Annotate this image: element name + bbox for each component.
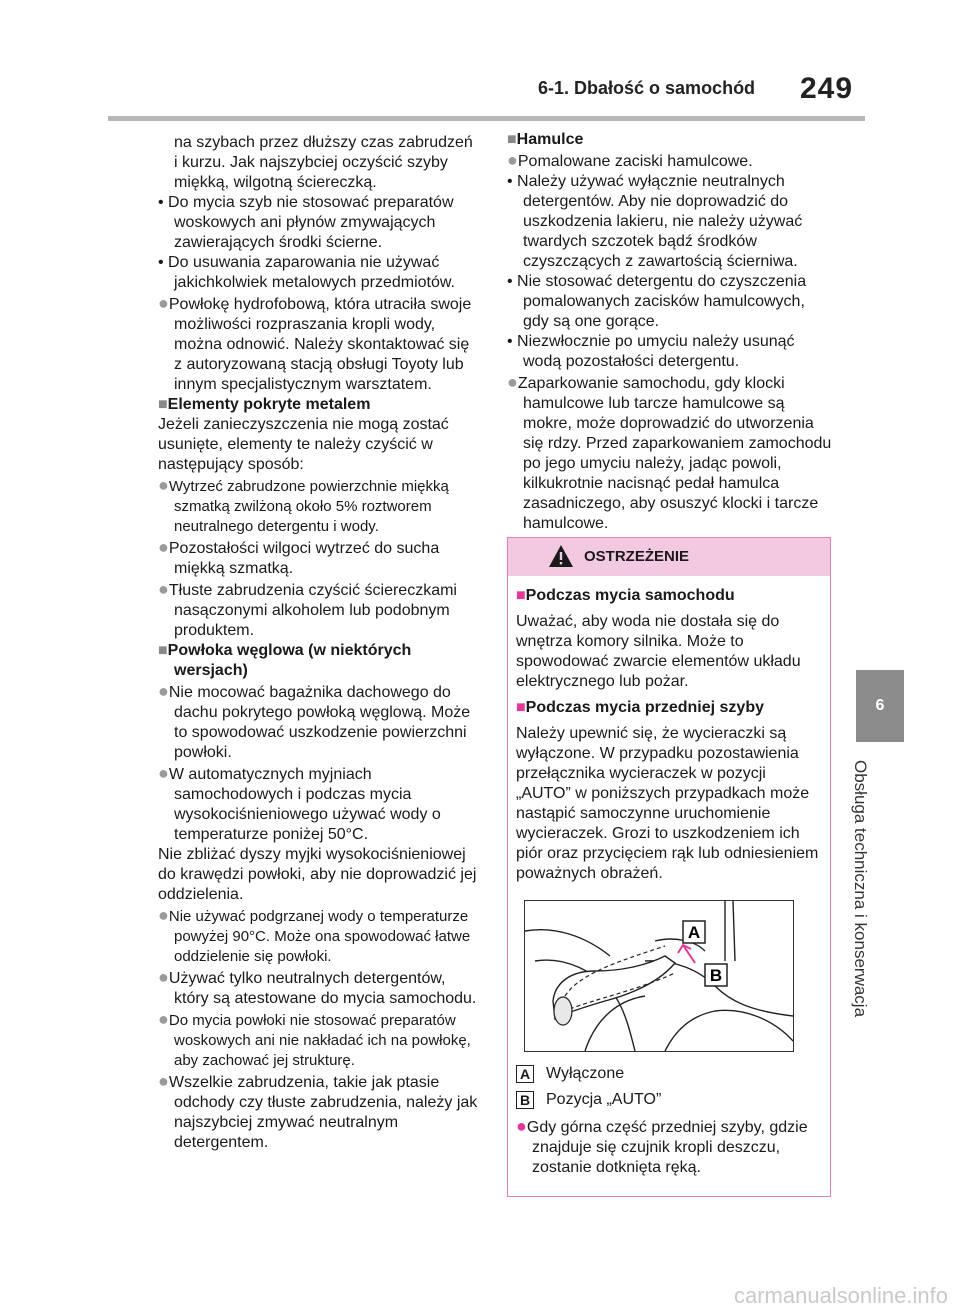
- subheading: ■Powłoka węglowa (w niektórych wersjach): [158, 642, 412, 679]
- right-column: [507, 130, 833, 534]
- bullet-dot-icon: ●: [507, 150, 518, 170]
- list-item: ●Zaparkowanie samochodu, gdy klocki hamulcowe lub tarcze hamulcowe są mokre, może doprowadzić do utworzenia się rdzy. Przed zaparkowaniem zamochodu po jego umyciu należy, jadąc powoli, kilkukrotnie nacisnąć pedał hamulca zasadniczego, aby osuszyć klocki i tarcze hamulcowe.: [507, 372, 832, 532]
- bullet-dot-icon: ●: [158, 763, 169, 783]
- bullet-dot-icon: ●: [507, 372, 518, 392]
- bullet-dot-icon: ●: [158, 1009, 169, 1029]
- list-item: • Należy używać wyłącznie neutralnych detergentów. Aby nie doprowadzić do uszkodzenia lakieru, nie należy używać twardych szczotek bądź środków czyszczących z zawartością ścierniwa.: [507, 173, 803, 270]
- page-number: 249: [800, 72, 854, 105]
- warning-subheading: ■Podczas mycia samochodu: [516, 587, 735, 604]
- subheading: ■Elementy pokryte metalem: [158, 396, 371, 413]
- paragraph: Nie zbliżać dyszy myjki wysokociśnieniowej do krawędzi powłoki, aby nie doprowadzić jej oddzielenia.: [158, 846, 477, 903]
- bullet-dot-icon: ●: [158, 579, 169, 599]
- bullet-dot-icon: ●: [158, 905, 169, 925]
- callout-a-label: A: [687, 923, 701, 942]
- warning-title: OSTRZEŻENIE: [584, 548, 690, 565]
- square-bullet-icon: ■: [158, 396, 168, 413]
- wiper-switch-illustration: [524, 900, 794, 1052]
- list-item: ●Do mycia powłoki nie stosować preparatów woskowych ani nie nakładać ich na powłokę, aby zachować jej strukturę.: [158, 1009, 471, 1069]
- list-item: ●Nie używać podgrzanej wody o temperaturze powyżej 90°C. Może ona spowodować łatwe oddzielenie się powłoki.: [158, 905, 471, 965]
- steering-column-drawing: [525, 901, 793, 1051]
- legend-key: A: [516, 1065, 534, 1083]
- paragraph: Jeżeli zanieczyszczenia nie mogą zostać usunięte, elementy te należy czyścić w następujący sposób:: [158, 416, 449, 473]
- warning-paragraph: Uważać, aby woda nie dostała się do wnętrza komory silnika. Może to spowodować zwarcie elementów układu elektrycznego lub pożar.: [516, 613, 801, 690]
- list-item: ●Pozostałości wilgoci wytrzeć do sucha miękką szmatką.: [158, 537, 440, 577]
- section-title: 6-1. Dbałość o samochód: [538, 78, 756, 98]
- warning-subheading: ■Podczas mycia przedniej szyby: [516, 699, 764, 716]
- list-item: ●Pomalowane zaciski hamulcowe.: [507, 150, 753, 170]
- list-item: • Nie stosować detergentu do czyszczenia pomalowanych zacisków hamulcowych, gdy są one gorące.: [507, 273, 807, 330]
- legend-key: B: [516, 1091, 534, 1109]
- square-bullet-icon: ■: [158, 642, 168, 659]
- list-item: ●Wytrzeć zabrudzone powierzchnie miękką szmatką zwilżoną około 5% roztworem neutralnego detergentu i wody.: [158, 475, 449, 535]
- list-item: • Do mycia szyb nie stosować preparatów woskowych ani płynów zmywających zawierających środki ścierne.: [158, 194, 454, 251]
- bullet-dot-icon: ●: [158, 293, 169, 313]
- bullet-dot-icon: ●: [158, 1071, 169, 1091]
- bullet-dot-icon: ●: [158, 537, 169, 557]
- square-bullet-icon: ■: [507, 131, 517, 148]
- paragraph: na szybach przez dłuższy czas zabrudzeń i kurzu. Jak najszybciej oczyścić szyby miękką, wilgotną ściereczką.: [174, 134, 473, 191]
- list-item: ●Wszelkie zabrudzenia, takie jak ptasie odchody czy tłuste zabrudzenia, należy jak najszybciej zmywać neutralnym detergentem.: [158, 1071, 478, 1151]
- warning-header: [508, 538, 830, 576]
- header-rule: [108, 116, 865, 121]
- bullet-dot-icon: ●: [158, 681, 169, 701]
- list-item: • Do usuwania zaparowania nie używać jakichkolwiek metalowych przedmiotów.: [158, 254, 455, 291]
- list-item: ●Nie mocować bagażnika dachowego do dachu pokrytego powłoką węglową. Może to spowodować uszkodzenie powierzchni powłoki.: [158, 681, 471, 761]
- legend-item: A Wyłączone: [516, 1064, 820, 1084]
- square-bullet-icon: ■: [516, 699, 526, 716]
- warning-paragraph: Należy upewnić się, że wycieraczki są wyłączone. W przypadku pozostawienia przełącznika wycieraczek w pozycji „AUTO” w poniższych przypadkach może nastąpić samoczynne uruchomienie wycieraczek. Grozi to uszkodzeniem ich piór oraz przycięciem rąk lub odniesieniem poważnych obrażeń.: [516, 725, 819, 882]
- chapter-tab: 6: [856, 670, 904, 742]
- square-bullet-icon: ■: [516, 587, 526, 604]
- list-item: ●W automatycznych myjniach samochodowych i podczas mycia wysokociśnieniowego używać wody o temperaturze poniżej 50°C.: [158, 763, 441, 843]
- callout-b-label: B: [709, 966, 723, 985]
- left-column: [158, 133, 480, 1153]
- bullet-dot-icon: ●: [158, 967, 169, 987]
- legend-item: B Pozycja „AUTO”: [516, 1090, 820, 1110]
- watermark: carmanualsonline.info: [733, 1283, 948, 1308]
- list-item: • Niezwłocznie po umyciu należy usunąć wodą pozostałości detergentu.: [507, 333, 795, 370]
- warning-triangle-icon: [548, 544, 574, 568]
- warning-box: [507, 537, 831, 1197]
- bullet-dot-icon: ●: [158, 475, 169, 495]
- list-item: ●Powłokę hydrofobową, która utraciła swoje możliwości rozpraszania kropli wody, można odnowić. Należy skontaktować się z autoryzowaną stacją obsługi Toyoty lub innym specjalistycznym warsztatem.: [158, 293, 472, 393]
- list-item: ●Używać tylko neutralnych detergentów, który są atestowane do mycia samochodu.: [158, 967, 477, 1007]
- bullet-dot-icon: ●: [516, 1116, 527, 1136]
- warning-body: [508, 576, 830, 1178]
- subheading: ■Hamulce: [507, 131, 584, 148]
- chapter-title: Obsługa techniczna i konserwacja: [851, 760, 870, 1018]
- list-item: ●Tłuste zabrudzenia czyścić ściereczkami nasączonymi alkoholem lub podobnym produktem.: [158, 579, 457, 639]
- warning-note: ●Gdy górna część przedniej szyby, gdzie znajduje się czujnik kropli deszczu, zostanie dotknięta ręką.: [516, 1116, 808, 1176]
